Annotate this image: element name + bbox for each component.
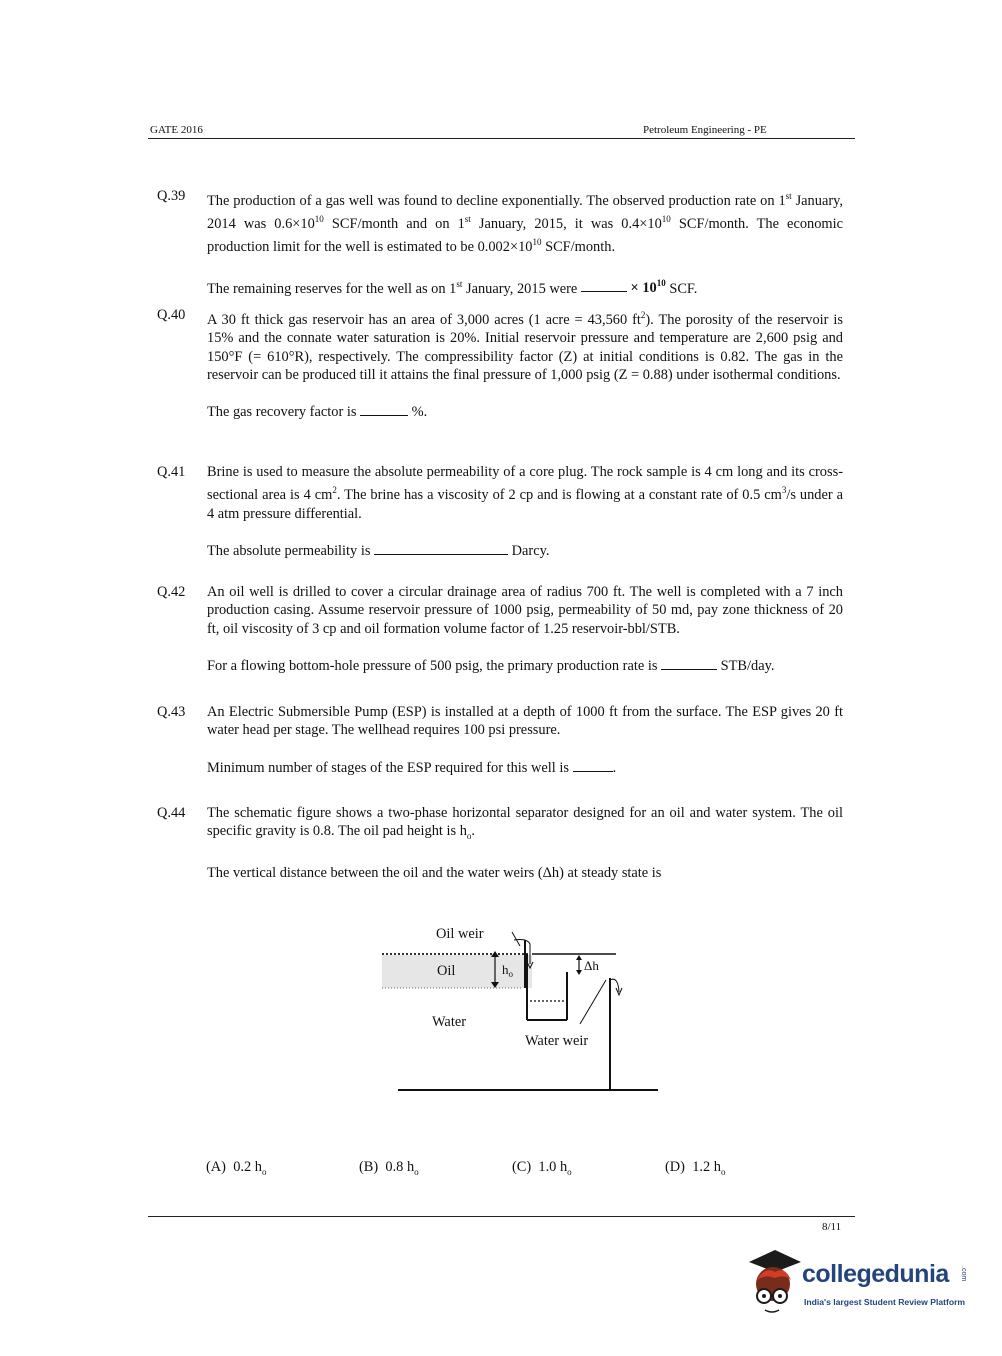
- water-weir-leader: [580, 980, 606, 1024]
- option-a[interactable]: (A) 0.2 $h_o$: [206, 1159, 267, 1177]
- logo-tagline: India's largest Student Review Platform: [804, 1297, 966, 1307]
- question-number: Q.42: [157, 584, 186, 600]
- question-number: Q.43: [157, 704, 186, 720]
- header-exam-title: GATE 2016: [150, 124, 203, 136]
- water-weir-label: Water weir: [525, 1033, 589, 1049]
- question-41: [157, 463, 843, 560]
- question-number: Q.39: [157, 188, 186, 204]
- question-number: Q.40: [157, 307, 186, 323]
- oil-weir-leader: [512, 932, 520, 946]
- answer-blank[interactable]: [581, 278, 627, 292]
- question-39: [157, 187, 843, 298]
- question-statement: The remaining reserves for the well as on 1st January, 2015 were × $10^{10}$ SCF.: [207, 278, 698, 297]
- question-statement: The absolute permeability is Darcy.: [207, 543, 550, 560]
- question-44: [157, 804, 843, 882]
- question-body: A 30 ft thick gas reservoir has an area of 3,000 acres (1 acre = 43,560 $ft^2$). The porosity of the reservoir is 15% and the connate water saturation is 20%. Initial reservoir pressure and temperature are 2,600 psig and 150°F (= 610°R), respectively. The compressibility factor (Z) at initial conditions is 0.82. The gas in the reservoir can be produced till it attains the final pressure of 1,000 psig (Z = 0.88) under isothermal conditions.: [207, 310, 843, 384]
- page-number: 8/11: [822, 1221, 842, 1233]
- question-43: [157, 703, 843, 777]
- question-statement: Minimum number of stages of the ESP required for this well is .: [207, 759, 617, 776]
- water-overflow-arrow: [610, 979, 619, 992]
- answer-blank[interactable]: [360, 402, 408, 416]
- question-42: [157, 583, 843, 676]
- question-body: The production of a gas well was found to decline exponentially. The observed production rate on 1st January, 2014 was $0.6\times 10^{10}$ SCF/month and on 1st January, 2015, it was $0.4\times 10^{10}$ SCF/month. The economic production limit for the well is estimated to be $0.002\times 10^{10}$ SCF/month.: [207, 191, 843, 256]
- question-number: Q.41: [157, 464, 186, 480]
- question-statement: The gas recovery factor is %.: [207, 404, 428, 421]
- question-body: The schematic figure shows a two-phase horizontal separator designed for an oil and water system. The oil specific gravity is 0.8. The oil pad height is $h_o$.: [207, 805, 843, 842]
- logo-domain: .com: [960, 1266, 967, 1282]
- header-paper-title: Petroleum Engineering - PE: [643, 124, 767, 136]
- header-divider: [148, 138, 855, 139]
- separator-schematic: [370, 918, 670, 1098]
- mascot-icon: [745, 1250, 805, 1320]
- option-b[interactable]: (B) 0.8 $h_o$: [359, 1159, 419, 1177]
- question-statement: For a flowing bottom-hole pressure of 500 psig, the primary production rate is STB/day.: [207, 658, 775, 675]
- question-body: Brine is used to measure the absolute permeability of a core plug. The rock sample is 4 cm long and its cross-sectional area is 4 $cm^2$. The brine has a viscosity of 2 cp and is flowing at a constant rate of 0.5 $cm^3/s$ under a 4 atm pressure differential.: [207, 464, 843, 522]
- question-body: An Electric Submersible Pump (ESP) is installed at a depth of 1000 ft from the surface. The ESP gives 20 ft water head per stage. The wellhead requires 100 psi pressure.: [207, 704, 843, 739]
- question-statement: The vertical distance between the oil and the water weirs (Δh) at steady state is: [207, 864, 662, 881]
- logo-wordmark: collegedunia: [802, 1260, 949, 1288]
- oil-weir-label: Oil weir: [436, 926, 484, 942]
- answer-blank[interactable]: [661, 656, 717, 670]
- option-d[interactable]: (D) 1.2 $h_o$: [665, 1159, 726, 1177]
- oil-label: Oil: [437, 963, 456, 979]
- question-number: Q.44: [157, 805, 186, 821]
- ho-label: $h_o$: [502, 962, 513, 979]
- answer-blank[interactable]: [573, 758, 613, 772]
- dh-label: Δh: [584, 958, 599, 973]
- question-40: [157, 306, 843, 422]
- collegedunia-logo[interactable]: [745, 1250, 975, 1320]
- water-label: Water: [432, 1014, 466, 1030]
- answer-blank[interactable]: [374, 541, 508, 555]
- footer-divider: [148, 1216, 855, 1217]
- option-c[interactable]: (C) 1.0 $h_o$: [512, 1159, 572, 1177]
- question-body: An oil well is drilled to cover a circular drainage area of radius 700 ft. The well is completed with a 7 inch production casing. Assume reservoir pressure of 1000 psig, permeability of 50 md, pay zone thickness of 20 ft, oil viscosity of 3 cp and oil formation volume factor of 1.25 reservoir-bbl/STB.: [207, 584, 843, 637]
